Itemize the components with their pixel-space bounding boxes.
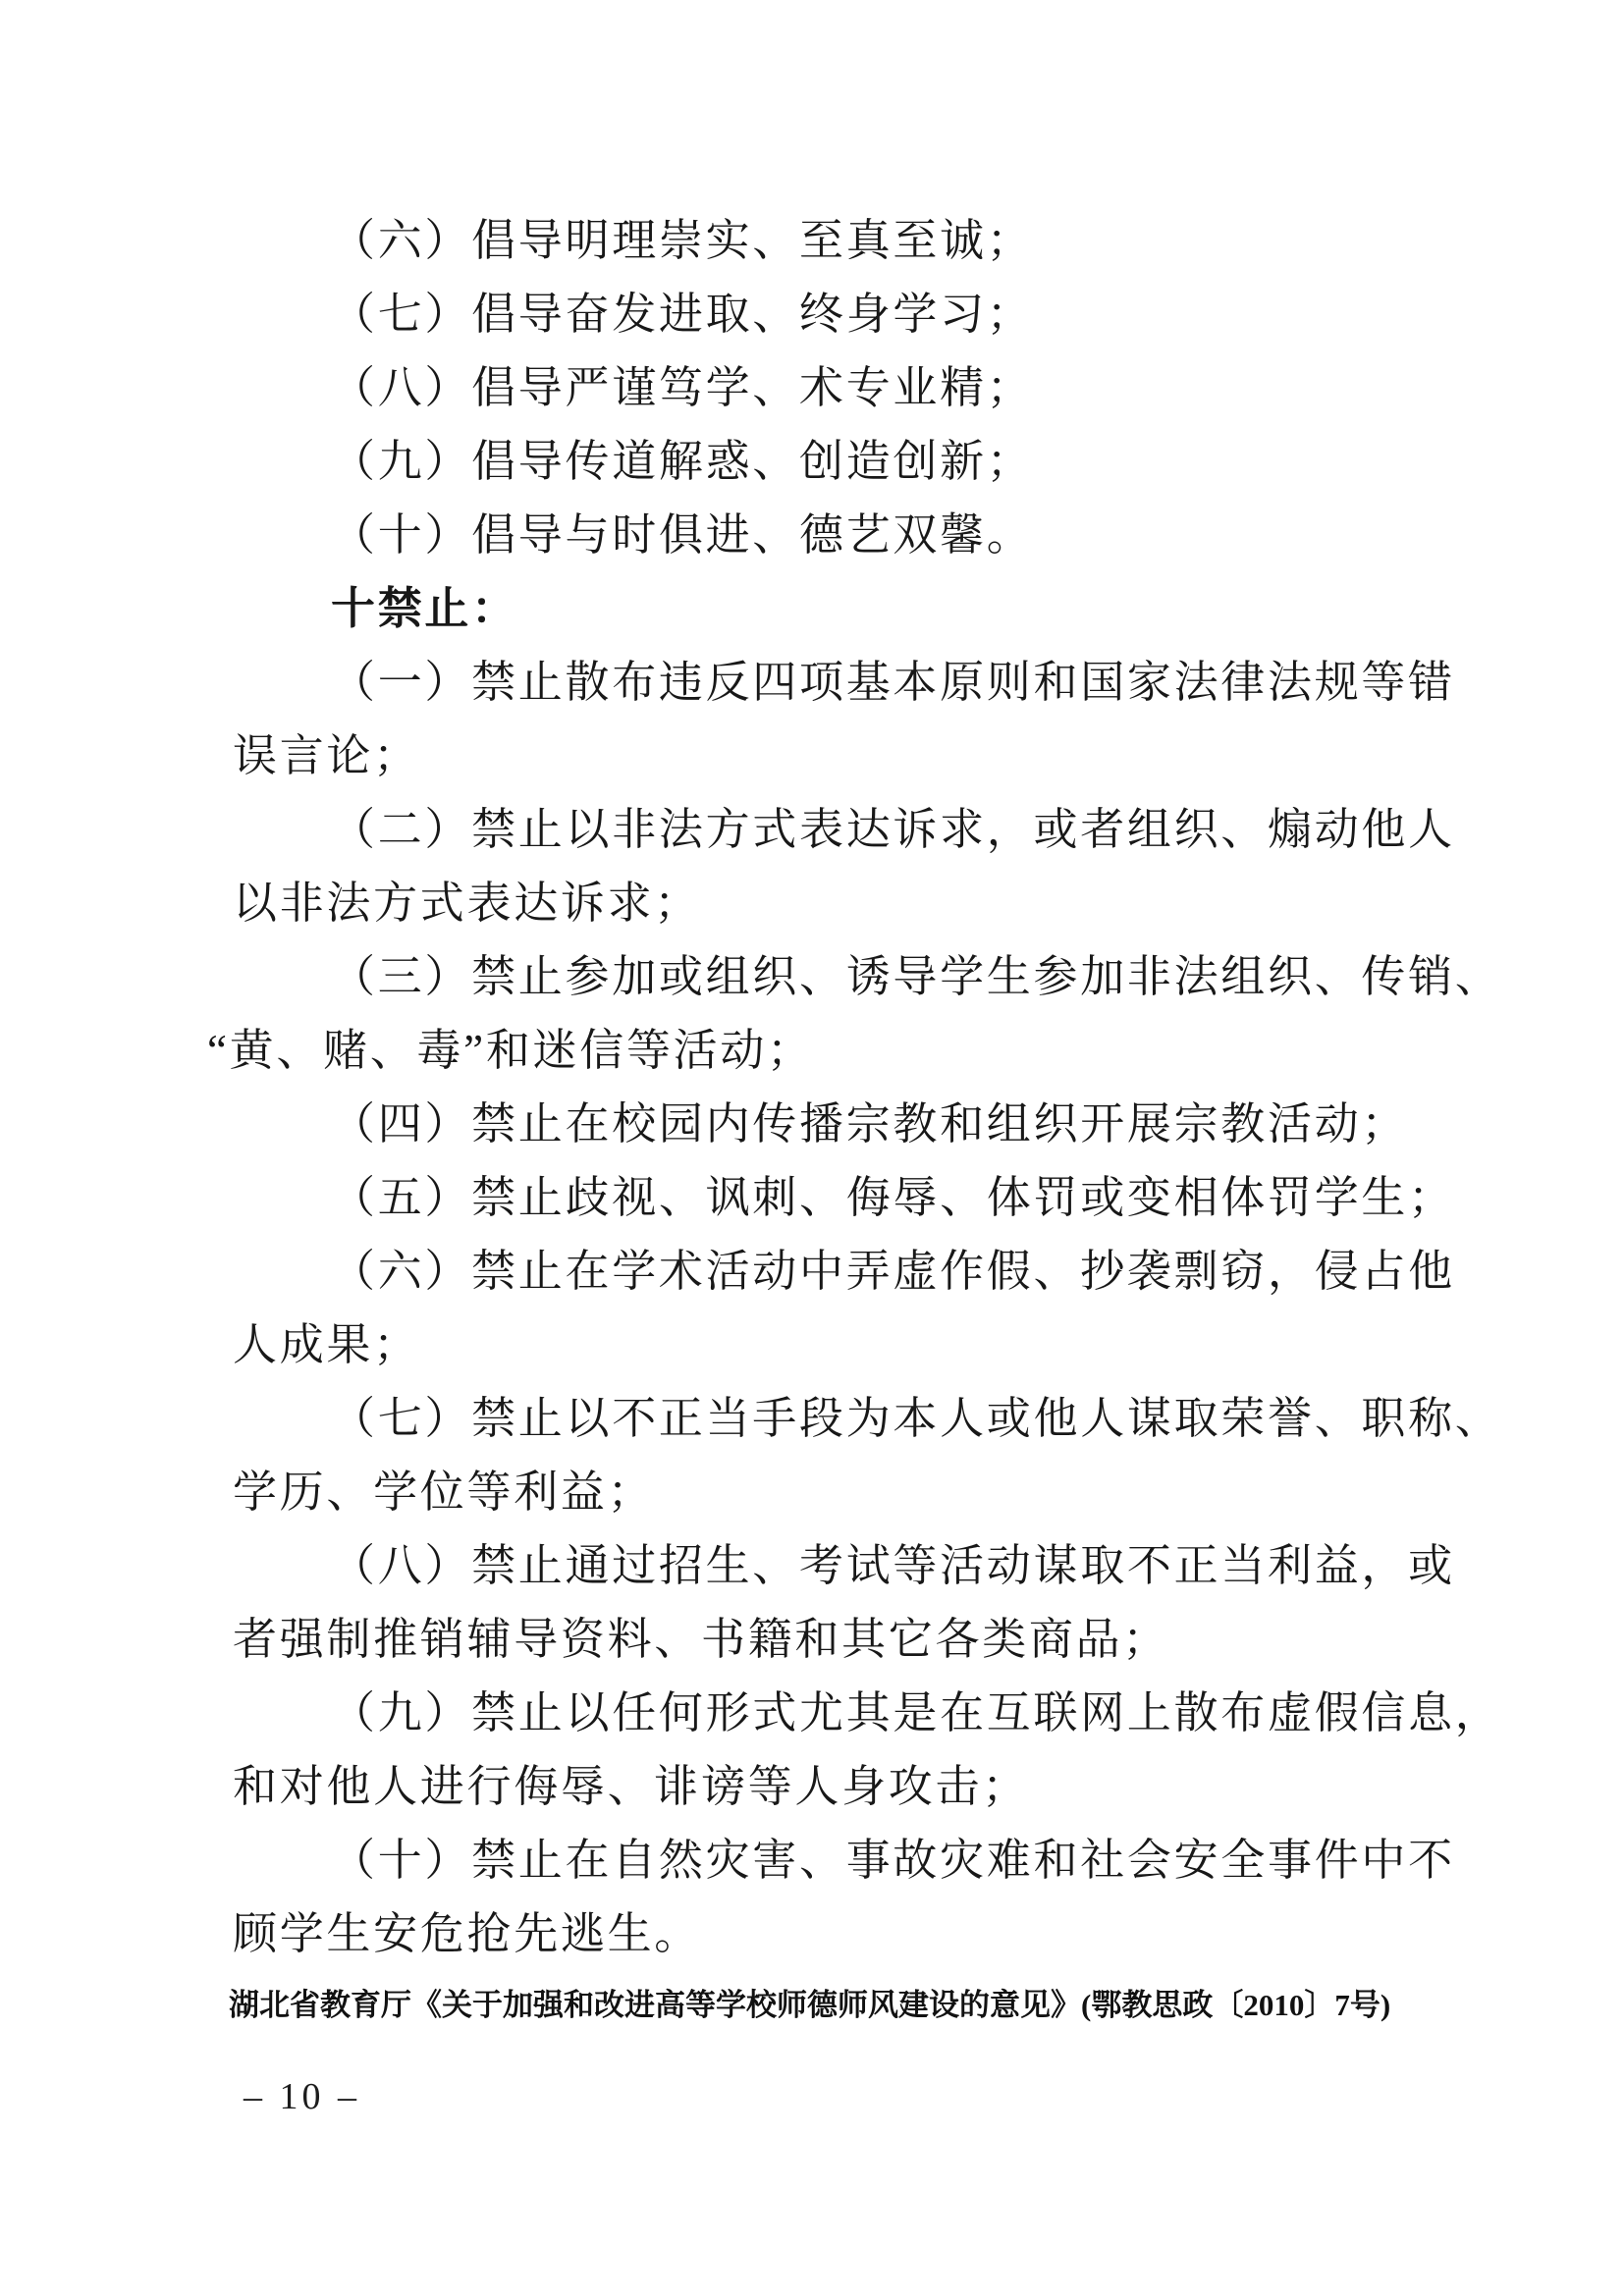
prohibition-item: （六）禁止在学术活动中弄虚作假、抄袭剽窃，侵占他 [331, 1247, 1455, 1296]
prohibition-item-continuation: 学历、学位等利益； [233, 1468, 655, 1517]
prohibition-item-continuation: 人成果； [233, 1320, 420, 1369]
footnote-citation: 湖北省教育厅《关于加强和改进高等学校师德师风建设的意见》(鄂教思政〔2010〕7号) [229, 1988, 1391, 2022]
prohibition-item: （一）禁止散布违反四项基本原则和国家法律法规等错 [331, 658, 1455, 707]
prohibition-item-continuation: 和对他人进行侮辱、诽谤等人身攻击； [233, 1762, 1029, 1811]
advocacy-item: （六）倡导明理崇实、至真至诚； [331, 216, 1034, 265]
advocacy-item: （七）倡导奋发进取、终身学习； [331, 290, 1034, 339]
prohibition-item: （四）禁止在校园内传播宗教和组织开展宗教活动； [331, 1099, 1409, 1148]
prohibition-item: （三）禁止参加或组织、诱导学生参加非法组织、传销、 [331, 952, 1502, 1001]
prohibition-item-continuation: 者强制推销辅导资料、书籍和其它各类商品； [233, 1615, 1170, 1664]
prohibition-item-continuation: 顾学生安危抢先逃生。 [233, 1909, 702, 1958]
prohibition-item: （八）禁止通过招生、考试等活动谋取不正当利益，或 [331, 1541, 1455, 1590]
advocacy-item: （十）倡导与时俱进、德艺双馨。 [331, 510, 1034, 560]
prohibition-item: （九）禁止以任何形式尤其是在互联网上散布虚假信息， [331, 1688, 1502, 1737]
advocacy-item: （九）倡导传道解惑、创造创新； [331, 437, 1034, 486]
advocacy-item: （八）倡导严谨笃学、术专业精； [331, 363, 1034, 412]
prohibition-item: （十）禁止在自然灾害、事故灾难和社会安全事件中不 [331, 1836, 1455, 1885]
prohibition-item-continuation: “黄、赌、毒”和迷信等活动； [207, 1026, 814, 1075]
prohibition-item-continuation: 以非法方式表达诉求； [233, 879, 702, 928]
prohibition-item: （五）禁止歧视、讽刺、侮辱、体罚或变相体罚学生； [331, 1173, 1455, 1222]
prohibition-item: （二）禁止以非法方式表达诉求，或者组织、煽动他人 [331, 805, 1455, 854]
prohibition-item: （七）禁止以不正当手段为本人或他人谋取荣誉、职称、 [331, 1394, 1502, 1443]
section-heading-ten-prohibitions: 十禁止： [331, 584, 518, 633]
page-number: – 10 – [244, 2076, 360, 2117]
prohibition-item-continuation: 误言论； [233, 731, 420, 780]
document-body [207, 204, 1502, 1971]
